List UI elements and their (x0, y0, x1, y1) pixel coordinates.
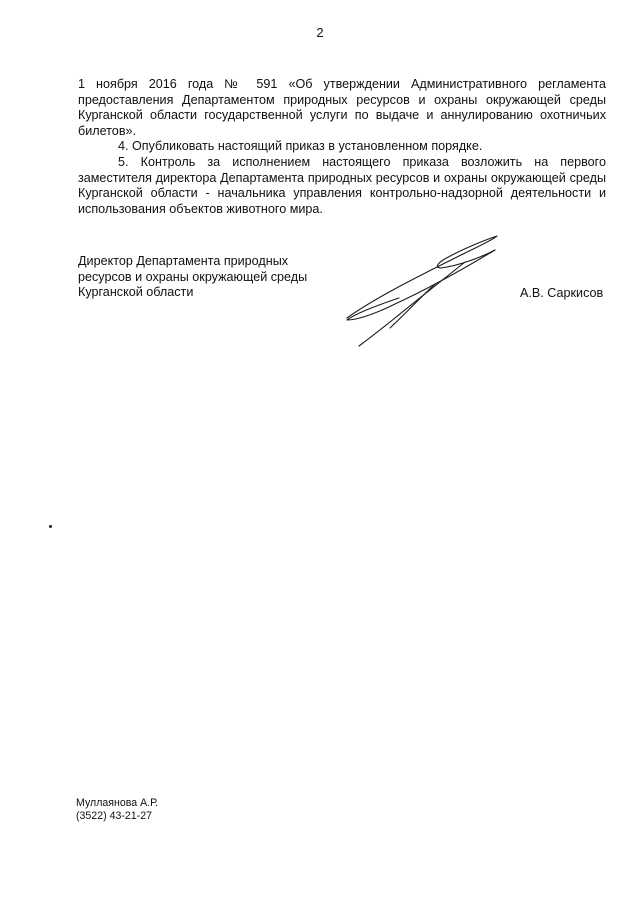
document-body (78, 77, 606, 217)
executor-name: Муллаянова А.Р. (76, 797, 159, 809)
page-number: 2 (316, 25, 324, 40)
stray-mark (49, 525, 52, 528)
position-line-1: Директор Департамента природных (78, 254, 289, 268)
handwritten-signature (335, 228, 510, 356)
paragraph-4: 4. Опубликовать настоящий приказ в установленном порядке. (118, 139, 483, 154)
paragraph-5: 5. Контроль за исполнением настоящего приказа возложить на первого заместителя директора Департамента природных ресурсов и охраны окружающей среды Курганской области - начальника управления контрольно-надзорной деятельности и использования объектов животного мира. (78, 154, 606, 216)
signer-name: А.В. Саркисов (520, 286, 604, 300)
position-line-2: ресурсов и охраны окружающей среды (78, 269, 308, 284)
paragraph-continuation: 1 ноября 2016 года № 591 «Об утверждении Административного регламента предоставления Департаментом природных ресурсов и охраны окружающей среды Курганской области государственной услуги по выдаче и аннулированию охотничьих билетов». (78, 77, 606, 138)
position-line-3: Курганской области (78, 285, 194, 300)
executor-phone: (3522) 43-21-27 (76, 810, 152, 823)
executor-footer (76, 797, 158, 824)
signer-position (78, 254, 358, 301)
